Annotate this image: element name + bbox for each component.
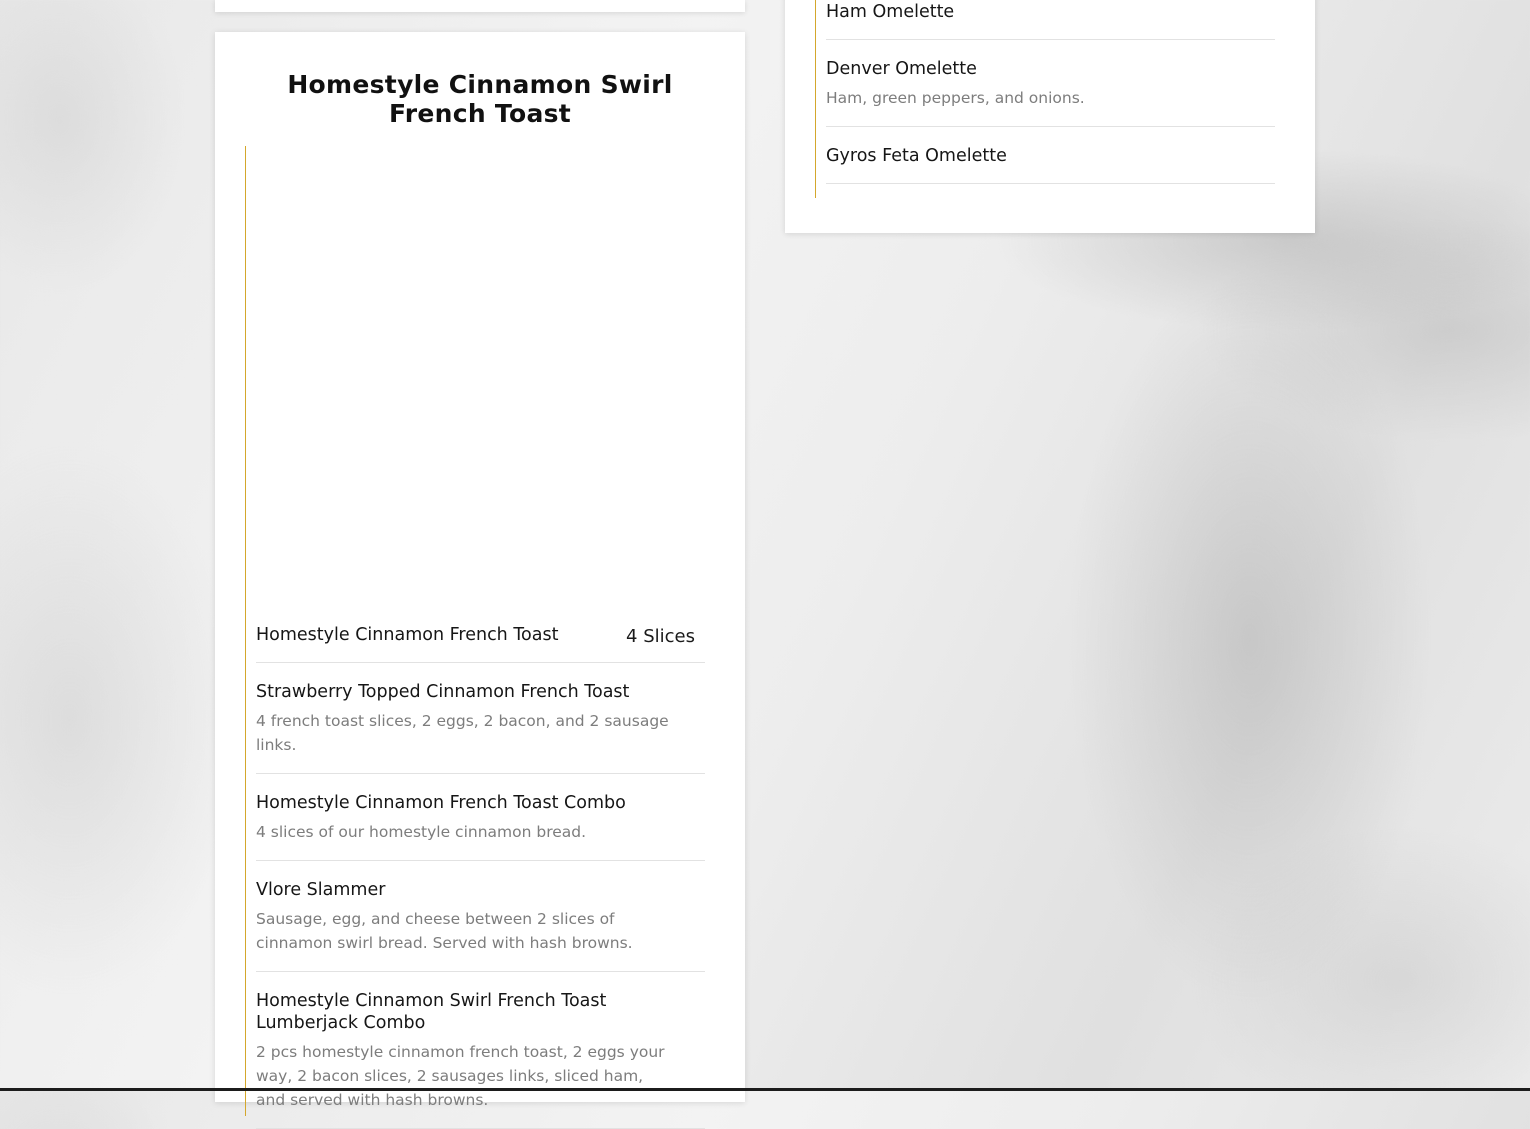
menu-item-name: Homestyle Cinnamon French Toast bbox=[256, 625, 559, 645]
accent-rule bbox=[815, 0, 816, 198]
menu-item-name: Ham Omelette bbox=[826, 2, 955, 22]
menu-item-name: Vlore Slammer bbox=[256, 880, 386, 900]
menu-item-description: 4 french toast slices, 2 eggs, 2 bacon, and 2 sausage links. bbox=[256, 712, 669, 754]
menu-item-name: Strawberry Topped Cinnamon French Toast bbox=[256, 682, 630, 702]
previous-menu-card bbox=[215, 0, 745, 12]
menu-section-omelettes bbox=[785, 0, 1315, 233]
menu-item-name: Denver Omelette bbox=[826, 59, 977, 79]
menu-item[interactable] bbox=[256, 972, 705, 1129]
menu-item[interactable] bbox=[826, 40, 1275, 127]
menu-section-french-toast bbox=[215, 32, 745, 1109]
menu-item-name: Gyros Feta Omelette bbox=[826, 146, 1007, 166]
menu-item[interactable] bbox=[256, 774, 705, 861]
menu-list bbox=[826, 0, 1275, 184]
menu-item[interactable] bbox=[826, 0, 1275, 40]
menu-item-price: 4 Slices bbox=[626, 626, 695, 647]
accent-rule bbox=[245, 146, 246, 1116]
section-title: Homestyle Cinnamon Swirl French Toast bbox=[287, 70, 673, 128]
menu-item[interactable] bbox=[256, 861, 705, 972]
menu-item-description: 2 pcs homestyle cinnamon french toast, 2 eggs your way, 2 bacon slices, 2 sausages links, sliced ham, and served with hash browns. bbox=[256, 1043, 665, 1109]
menu-item-name: Homestyle Cinnamon Swirl French Toast Lumberjack Combo bbox=[256, 991, 607, 1033]
menu-item-name: Homestyle Cinnamon French Toast Combo bbox=[256, 793, 626, 813]
menu-item[interactable] bbox=[256, 618, 705, 663]
menu-item-description: Ham, green peppers, and onions. bbox=[826, 89, 1085, 107]
menu-list bbox=[256, 618, 705, 1129]
menu-item[interactable] bbox=[256, 663, 705, 774]
menu-item-description: Sausage, egg, and cheese between 2 slices of cinnamon swirl bread. Served with hash browns. bbox=[256, 910, 633, 952]
menu-item[interactable] bbox=[826, 127, 1275, 184]
menu-item-description: 4 slices of our homestyle cinnamon bread. bbox=[256, 823, 587, 841]
